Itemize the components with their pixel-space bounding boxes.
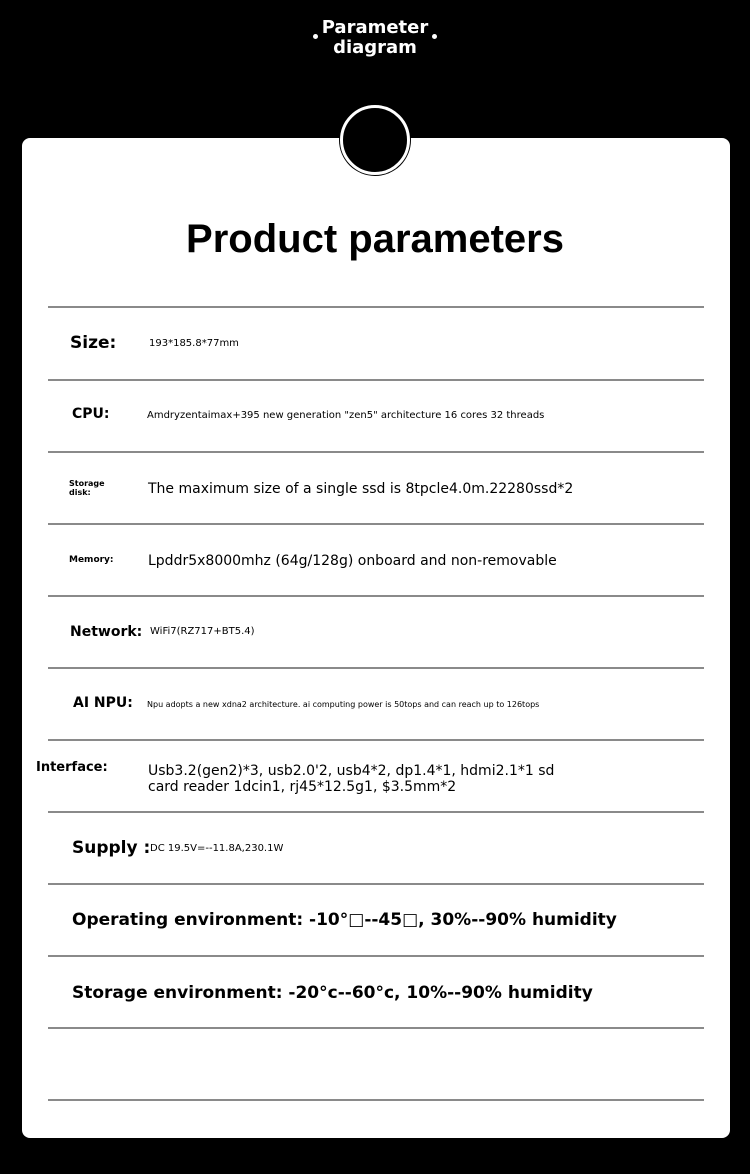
divider [48, 1027, 704, 1029]
param-value: 193*185.8*77mm [149, 338, 239, 349]
param-value: card reader 1dcin1, rj45*12.5g1, $3.5mm*2 [148, 779, 457, 795]
page-title: Product parameters [186, 217, 564, 261]
param-value: WiFi7(RZ717+BT5.4) [150, 626, 255, 637]
param-label: Interface: [36, 760, 108, 775]
param-value: Amdryzentaimax+395 new generation "zen5" architecture 16 cores 32 threads [147, 410, 545, 421]
param-label: AI NPU: [73, 695, 133, 711]
header-line-1: Parameter [321, 17, 429, 38]
divider [48, 595, 704, 597]
param-value: Usb3.2(gen2)*3, usb2.0'2, usb4*2, dp1.4*1, hdmi2.1*1 sd [148, 763, 555, 779]
param-label: Supply : [72, 838, 151, 858]
param-label: Size: [70, 333, 117, 353]
circle-decoration [340, 105, 410, 175]
operating-environment-text: Operating environment: -10°□--45□, 30%--90% humidity [72, 910, 617, 930]
header-line-2: diagram [333, 37, 417, 58]
param-value: Lpddr5x8000mhz (64g/128g) onboard and non-removable [148, 553, 557, 569]
divider [48, 955, 704, 957]
param-label: Network: [70, 624, 143, 640]
divider [48, 523, 704, 525]
param-value: DC 19.5V=--11.8A,230.1W [150, 843, 284, 854]
section-header [0, 18, 750, 58]
divider [48, 667, 704, 669]
param-value: Npu adopts a new xdna2 architecture. ai computing power is 50tops and can reach up to 126tops [147, 700, 540, 709]
divider [48, 883, 704, 885]
decor-dot-left [313, 34, 318, 39]
storage-environment-text: Storage environment: -20°c--60°c, 10%--90% humidity [72, 983, 593, 1003]
divider [48, 1099, 704, 1101]
param-value: The maximum size of a single ssd is 8tpcle4.0m.22280ssd*2 [148, 481, 574, 497]
divider [48, 451, 704, 453]
divider [48, 379, 704, 381]
divider [48, 811, 704, 813]
param-label: CPU: [72, 406, 110, 422]
param-label: Memory: [69, 555, 114, 565]
param-label: disk: [69, 488, 91, 497]
decor-dot-right [432, 34, 437, 39]
divider [48, 739, 704, 741]
param-label: Storage [69, 479, 105, 488]
divider [48, 306, 704, 308]
